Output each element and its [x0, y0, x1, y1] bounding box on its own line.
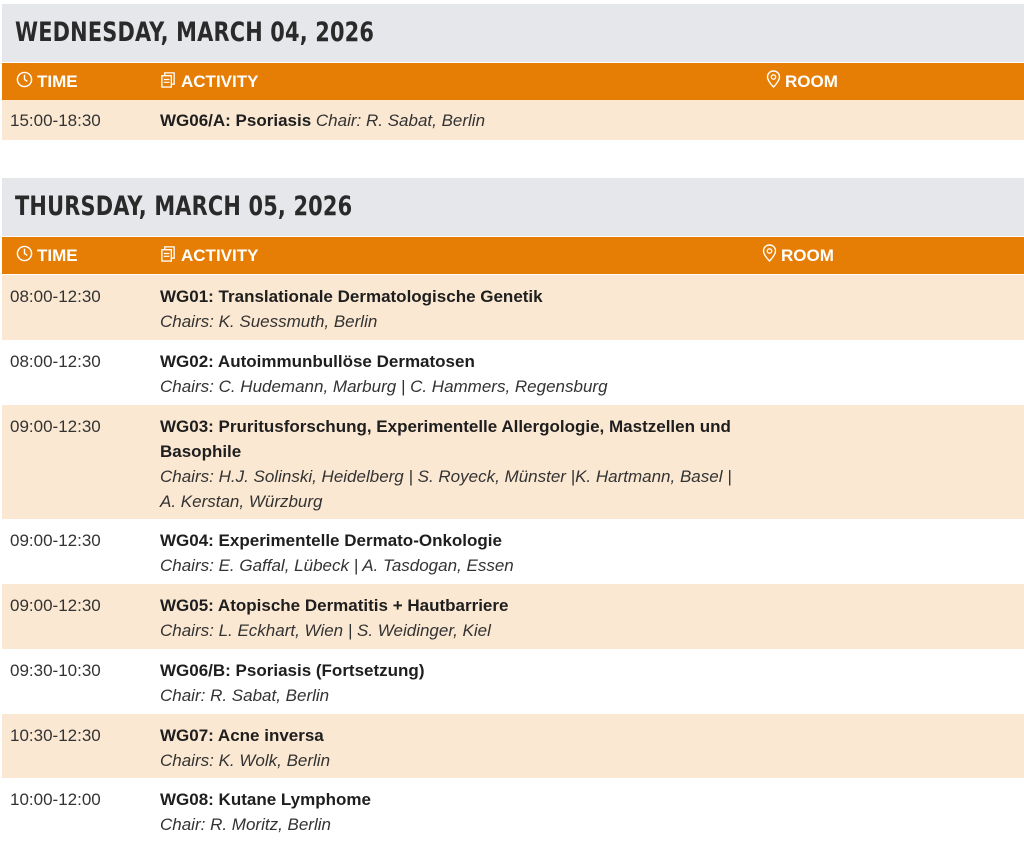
session-time: 09:00-12:30: [10, 417, 101, 436]
session-chair: Chairs: H.J. Solinski, Heidelberg | S. Royeck, Münster |K. Hartmann, Basel | A. Kerstan, Würzburg: [160, 467, 732, 511]
column-header: [2, 63, 1024, 100]
session-time: 09:00-12:30: [10, 596, 101, 615]
session-row: [2, 100, 1024, 140]
session-activity: [160, 284, 760, 334]
session-row: [2, 519, 1024, 584]
day-title: WEDNESDAY, MARCH 04, 2026: [15, 17, 375, 48]
documents-icon: [160, 245, 181, 267]
session-chair: Chairs: L. Eckhart, Wien | S. Weidinger, Kiel: [160, 621, 491, 640]
session-activity: [160, 658, 760, 708]
session-title: WG06/A: Psoriasis: [160, 111, 312, 130]
session-activity: [160, 723, 760, 773]
session-chair: Chairs: K. Wolk, Berlin: [160, 751, 331, 770]
documents-icon: [160, 71, 181, 93]
column-header: [2, 237, 1024, 274]
day-title: THURSDAY, MARCH 05, 2026: [15, 191, 353, 222]
session-time: 09:00-12:30: [10, 531, 101, 550]
session-title: WG06/B: Psoriasis (Fortsetzung): [160, 661, 425, 680]
session-title: WG03: Pruritusforschung, Experimentelle Allergologie, Mastzellen und Basophile: [160, 417, 731, 461]
col-activity: [160, 63, 258, 100]
session-title: WG05: Atopische Dermatitis + Hautbarriere: [160, 596, 509, 615]
session-title: WG01: Translationale Dermatologische Genetik: [160, 287, 543, 306]
session-activity: [160, 349, 760, 399]
col-activity: [160, 237, 258, 274]
session-title: WG02: Autoimmunbullöse Dermatosen: [160, 352, 475, 371]
session-row: [2, 714, 1024, 778]
session-time: 15:00-18:30: [10, 111, 101, 130]
col-time-label: TIME: [37, 245, 78, 265]
location-pin-icon: [762, 244, 781, 267]
col-time: [16, 237, 78, 274]
col-room-label: ROOM: [785, 71, 838, 91]
session-row: [2, 405, 1024, 519]
session-chair: Chair: R. Sabat, Berlin: [315, 111, 486, 130]
session-row: [2, 649, 1024, 714]
session-title: WG08: Kutane Lymphome: [160, 790, 371, 809]
session-title: WG07: Acne inversa: [160, 726, 324, 745]
day-header-wednesday: [2, 4, 1024, 62]
session-row: [2, 275, 1024, 340]
col-room: [766, 63, 838, 100]
session-chair: Chairs: C. Hudemann, Marburg | C. Hammers, Regensburg: [160, 377, 608, 396]
session-chair: Chairs: K. Suessmuth, Berlin: [160, 312, 378, 331]
session-activity: [160, 528, 760, 578]
col-activity-label: ACTIVITY: [181, 245, 259, 265]
session-activity: [160, 414, 750, 514]
session-activity: [160, 593, 760, 643]
session-row: [2, 584, 1024, 649]
col-time: [16, 63, 78, 100]
session-activity: [160, 787, 760, 837]
session-chair: Chairs: E. Gaffal, Lübeck | A. Tasdogan, Essen: [160, 556, 514, 575]
location-pin-icon: [766, 70, 785, 93]
session-row: [2, 778, 1024, 843]
day-header-thursday: [2, 178, 1024, 236]
session-time: 10:30-12:30: [10, 726, 101, 745]
session-row: [2, 340, 1024, 405]
col-activity-label: ACTIVITY: [181, 71, 259, 91]
clock-icon: [16, 71, 37, 93]
session-time: 08:00-12:30: [10, 287, 101, 306]
clock-icon: [16, 245, 37, 267]
session-activity: [160, 108, 760, 133]
session-chair: Chair: R. Sabat, Berlin: [160, 686, 330, 705]
col-room: [762, 237, 834, 274]
session-time: 08:00-12:30: [10, 352, 101, 371]
col-room-label: ROOM: [781, 245, 834, 265]
session-time: 10:00-12:00: [10, 790, 101, 809]
session-time: 09:30-10:30: [10, 661, 101, 680]
session-chair: Chair: R. Moritz, Berlin: [160, 815, 331, 834]
col-time-label: TIME: [37, 71, 78, 91]
session-title: WG04: Experimentelle Dermato-Onkologie: [160, 531, 502, 550]
